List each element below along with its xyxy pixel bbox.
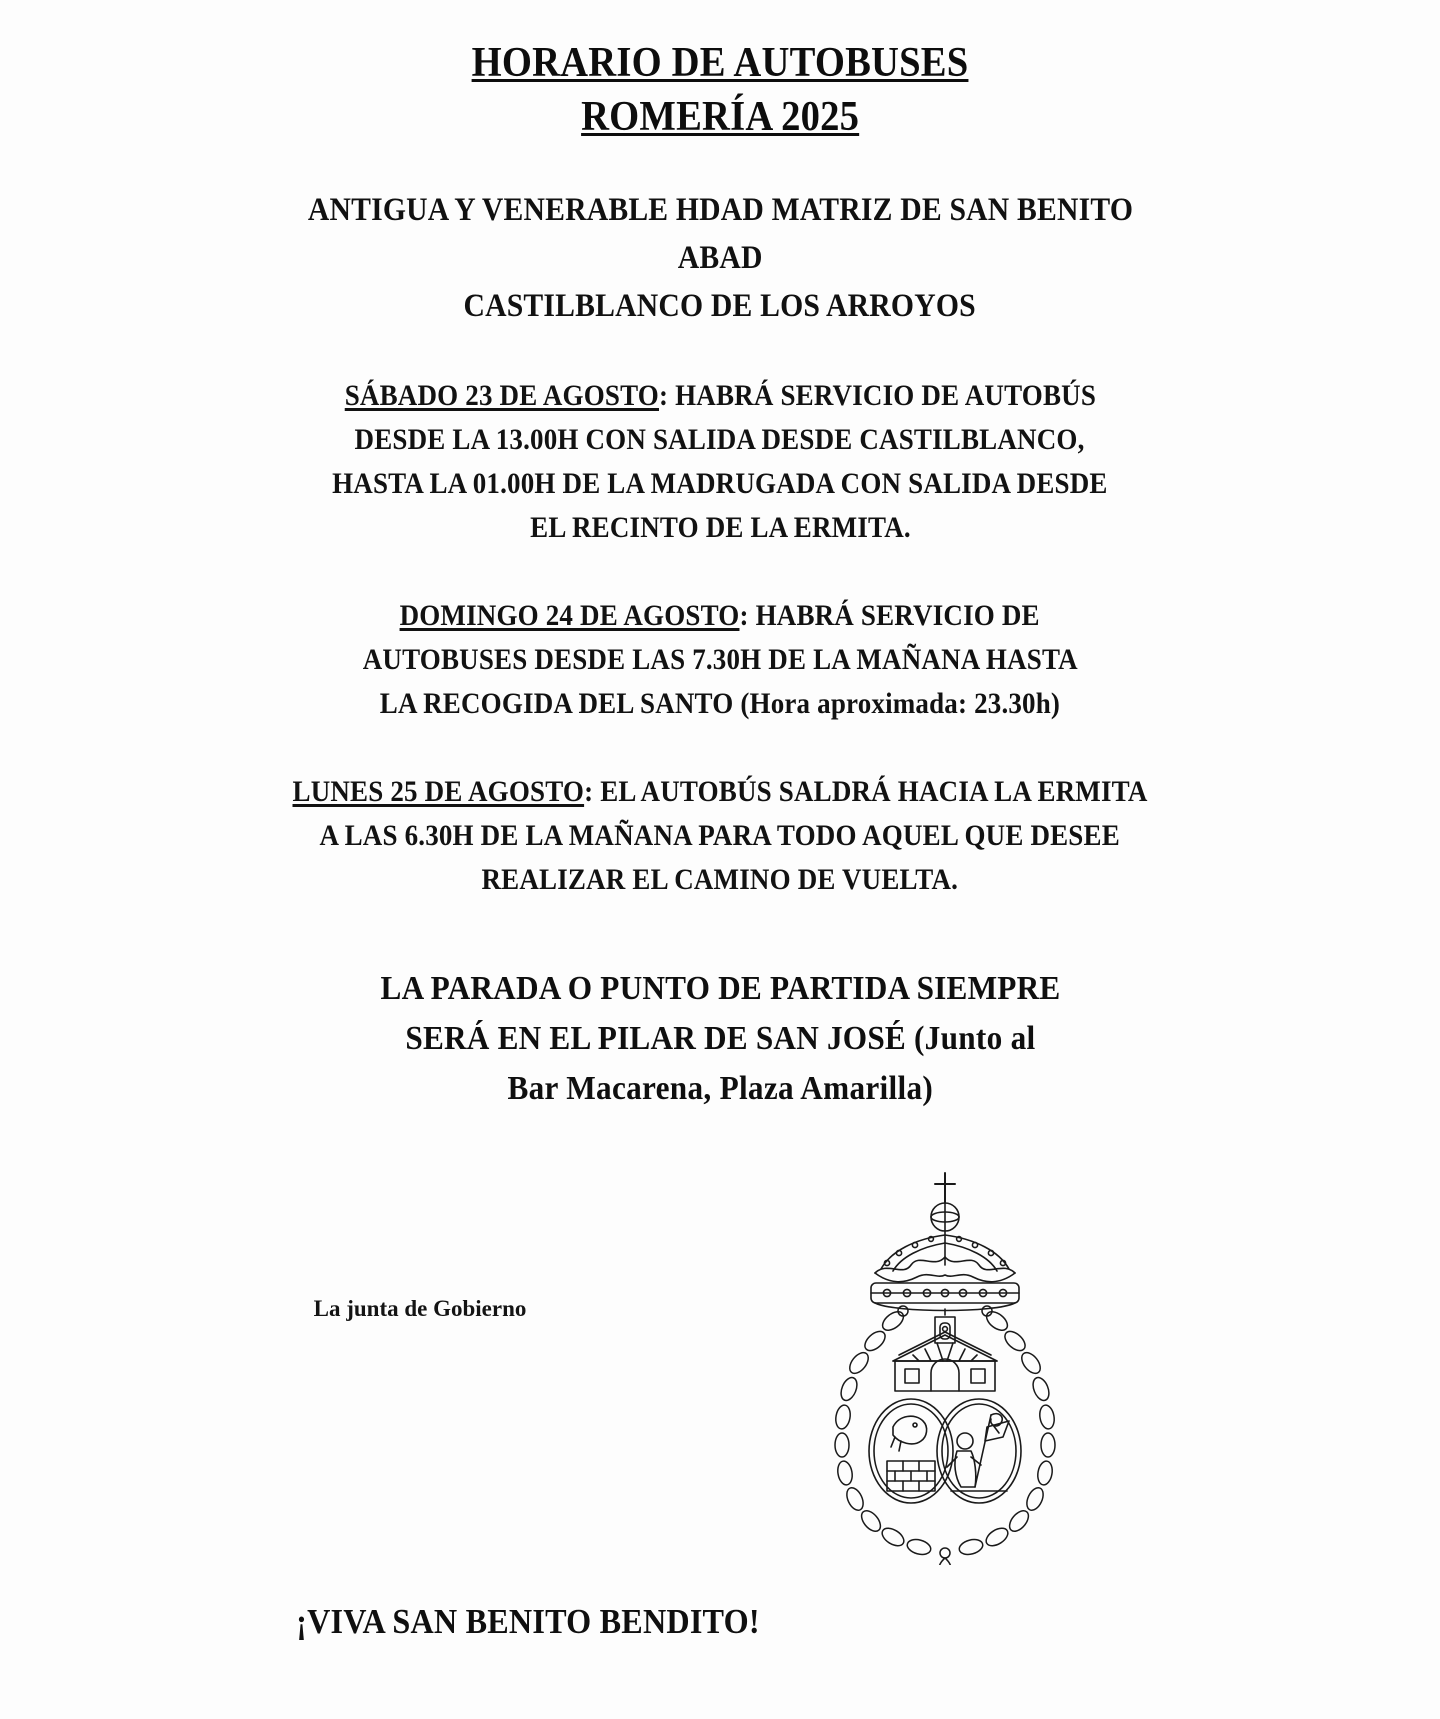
- organization-line-1: [0, 186, 1440, 234]
- stop-info-line-3: [0, 1064, 1440, 1114]
- schedule-sunday-line-1: [0, 594, 1440, 638]
- coat-of-arms-artwork: [795, 1165, 1095, 1565]
- schedule-sunday-text-1: HABRÁ SERVICIO DE: [748, 599, 1041, 632]
- schedule-monday-line-3: [0, 858, 1440, 902]
- crown-cross-icon: [935, 1173, 955, 1203]
- hermandad-coat-of-arms-icon: [795, 1165, 1095, 1565]
- schedule-saturday-text-1: HABRÁ SERVICIO DE AUTOBÚS: [667, 379, 1096, 412]
- schedule-saturday-line-3: [0, 462, 1440, 506]
- organization-text-1: ANTIGUA Y VENERABLE HDAD MATRIZ DE SAN BENITO: [307, 192, 1133, 228]
- schedule-monday-separator: :: [584, 775, 594, 808]
- stop-info-text-1: LA PARADA O PUNTO DE PARTIDA SIEMPRE: [380, 970, 1060, 1007]
- schedule-sunday-text-3: LA RECOGIDA DEL SANTO (Hora aproximada: 23.30h): [379, 687, 1061, 720]
- schedule-saturday-day-label: SÁBADO 23 DE AGOSTO: [344, 379, 659, 412]
- hermitage-icon: [893, 1309, 997, 1391]
- schedule-monday-line-1: [0, 770, 1440, 814]
- schedule-saturday-text-3: HASTA LA 01.00H DE LA MADRUGADA CON SALIDA DESDE: [332, 467, 1108, 500]
- chain-border-icon: [834, 1306, 1056, 1565]
- crown-icon: [871, 1231, 1019, 1311]
- stop-info-text-2-mixed: (Junto al: [913, 1020, 1036, 1057]
- title-line-2: [0, 90, 1440, 144]
- schedule-sunday-day-label: DOMINGO 24 DE AGOSTO: [399, 599, 740, 632]
- schedule-saturday-separator: :: [658, 379, 668, 412]
- poster-title: [0, 0, 1440, 144]
- schedule-block-monday: [0, 770, 1440, 902]
- twin-shields-icon: [869, 1399, 1021, 1503]
- organization-heading: [0, 186, 1440, 330]
- schedule-block-saturday: [0, 374, 1440, 550]
- closing-line: [0, 1602, 1055, 1642]
- stop-info-text-2-caps: SERÁ EN EL PILAR DE SAN JOSÉ: [404, 1020, 914, 1057]
- schedule-sunday-line-2: [0, 638, 1440, 682]
- schedule-saturday-text-4: EL RECINTO DE LA ERMITA.: [529, 511, 911, 544]
- organization-line-3: [0, 282, 1440, 330]
- schedule-monday-text-1: EL AUTOBÚS SALDRÁ HACIA LA ERMITA: [593, 775, 1148, 808]
- title-line-1: [0, 36, 1440, 90]
- crown-orb-icon: [931, 1203, 959, 1231]
- schedule-saturday-line-4: [0, 506, 1440, 550]
- schedule-saturday-text-2: DESDE LA 13.00H CON SALIDA DESDE CASTILBLANCO,: [355, 423, 1085, 456]
- organization-text-3: CASTILBLANCO DE LOS ARROYOS: [463, 288, 977, 324]
- signature-line: La junta de Gobierno: [313, 1296, 527, 1321]
- schedule-block-sunday: [0, 594, 1440, 726]
- schedule-monday-day-label: LUNES 25 DE AGOSTO: [292, 775, 585, 808]
- schedule-monday-text-3: REALIZAR EL CAMINO DE VUELTA.: [481, 863, 959, 896]
- schedule-saturday-line-1: [0, 374, 1440, 418]
- schedule-sunday-text-2: AUTOBUSES DESDE LAS 7.30H DE LA MAÑANA HASTA: [362, 643, 1078, 676]
- stop-info-text-3: Bar Macarena, Plaza Amarilla): [507, 1070, 933, 1107]
- organization-text-2: ABAD: [677, 240, 763, 276]
- title-text-2: ROMERÍA 2025: [580, 94, 860, 140]
- stop-info-line-1: [0, 964, 1440, 1014]
- stop-info-line-2: [0, 1014, 1440, 1064]
- schedule-monday-text-2: A LAS 6.30H DE LA MAÑANA PARA TODO AQUEL QUE DESEE: [319, 819, 1121, 852]
- organization-line-2: [0, 234, 1440, 282]
- schedule-saturday-line-2: [0, 418, 1440, 462]
- closing-text: ¡VIVA SAN BENITO BENDITO!: [295, 1602, 760, 1641]
- title-text-1: HORARIO DE AUTOBUSES: [471, 40, 969, 86]
- schedule-monday-line-2: [0, 814, 1440, 858]
- schedule-sunday-line-3: [0, 682, 1440, 726]
- schedule-sunday-separator: :: [739, 599, 749, 632]
- stop-info-block: [0, 964, 1440, 1114]
